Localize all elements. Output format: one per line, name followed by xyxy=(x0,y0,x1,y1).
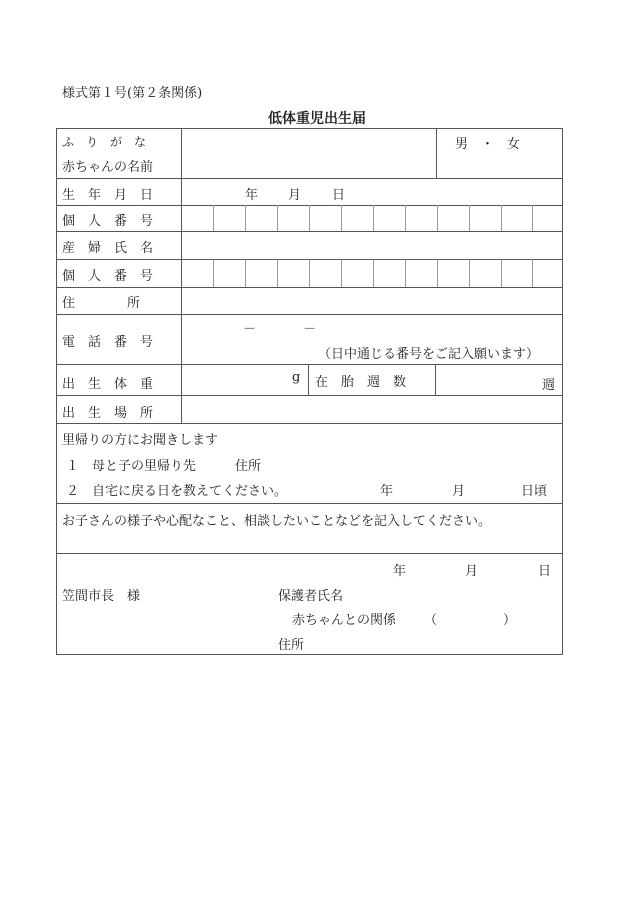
homecoming-item1-address: 住所 xyxy=(235,459,262,474)
label-personal-number-baby: 個 人 番 号 xyxy=(62,214,154,229)
submit-day-unit: 日 xyxy=(538,564,552,579)
homecoming-item1-number: １ xyxy=(66,459,80,474)
week-unit: 週 xyxy=(542,378,556,393)
label-address: 住 所 xyxy=(62,296,141,311)
gender-choice[interactable]: 男 ・ 女 xyxy=(455,137,521,152)
guardian-name-label: 保護者氏名 xyxy=(278,589,344,604)
form-title: 低体重児出生届 xyxy=(268,111,366,127)
label-phone: 電 話 番 号 xyxy=(62,335,154,350)
gram-unit: g xyxy=(292,370,301,385)
phone-dash-1: － xyxy=(243,322,257,337)
homecoming-heading: 里帰りの方にお聞きします xyxy=(62,433,219,448)
label-birth-weight: 出 生 体 重 xyxy=(62,377,154,392)
label-mother-name: 産 婦 氏 名 xyxy=(62,241,154,256)
guardian-address-label: 住所 xyxy=(278,638,305,653)
relation-paren-open: （ xyxy=(424,613,438,628)
label-gestation: 在 胎 週 数 xyxy=(315,375,407,390)
relation-label: 赤ちゃんとの関係 xyxy=(292,613,397,628)
form-number: 様式第１号(第２条関係) xyxy=(62,86,203,101)
phone-dash-2: － xyxy=(303,322,317,337)
birth-day-unit: 日 xyxy=(332,188,346,203)
birth-month-unit: 月 xyxy=(288,188,302,203)
homecoming-item1-text: 母と子の里帰り先 xyxy=(92,459,197,474)
return-year-unit: 年 xyxy=(380,484,394,499)
phone-note: （日中通じる番号をご記入願います） xyxy=(318,347,540,362)
label-personal-number-mother: 個 人 番 号 xyxy=(62,269,154,284)
label-furigana: ふ り が な xyxy=(62,135,147,149)
label-baby-name: 赤ちゃんの名前 xyxy=(62,160,154,175)
addressee: 笠間市長 様 xyxy=(62,589,141,604)
return-day-unit: 日頃 xyxy=(521,484,548,499)
label-birth-place: 出 生 場 所 xyxy=(62,406,154,421)
submit-month-unit: 月 xyxy=(465,564,479,579)
relation-paren-close: ） xyxy=(503,613,517,628)
homecoming-item2-number: ２ xyxy=(66,484,80,499)
label-birth-date: 生 年 月 日 xyxy=(62,188,154,203)
return-month-unit: 月 xyxy=(452,484,466,499)
remarks-heading: お子さんの様子や心配なこと、相談したいことなどを記入してください。 xyxy=(62,514,492,529)
birth-year-unit: 年 xyxy=(245,188,259,203)
homecoming-item2-text: 自宅に戻る日を教えてください。 xyxy=(92,484,288,499)
submit-year-unit: 年 xyxy=(393,564,407,579)
